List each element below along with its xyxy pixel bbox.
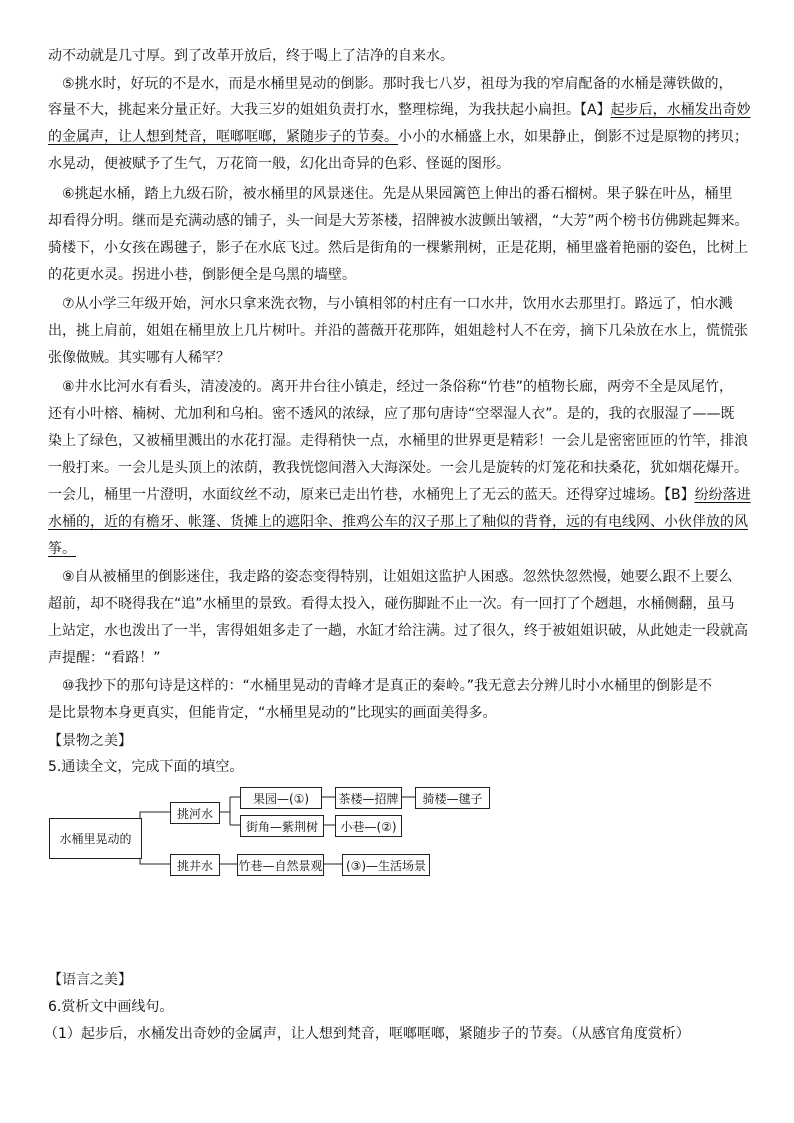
paragraph-line: 张像做贼。其实哪有人稀罕？ bbox=[48, 350, 230, 366]
diagram-node-teahouse: 茶楼—招牌 bbox=[335, 787, 402, 809]
text-segment: 容量不大，挑起来分量正好。大我三岁的姐姐负责打水，整理棕绳，为我扶起小扁担。【A】 bbox=[48, 102, 611, 118]
paragraph-line: ⑧井水比河水有看头，清凌凌的。离开井台往小镇走，经过一条俗称“竹巷”的植物长廊，两旁不全是凤尾竹， bbox=[62, 379, 734, 395]
question-6-1: （1）起步后，水桶发出奇妙的金属声，让人想到梵音，哐啷哐啷，紧随步子的节奏。（从感官角度赏析） bbox=[44, 1026, 690, 1042]
paragraph-line: ⑤挑水时，好玩的不是水，而是水桶里晃动的倒影。那时我七八岁，祖母为我的窄肩配备的水桶是薄铁做的， bbox=[62, 76, 733, 92]
paragraph-line: ⑦从小学三年级开始，河水只拿来洗衣物，与小镇相邻的村庄有一口水井，饮用水去那里打。路远了，怕水溅 bbox=[62, 296, 733, 312]
paragraph-line: 染上了绿色，又被桶里溅出的水花打湿。走得稍快一点，水桶里的世界更是精彩！一会儿是密密匝匝的竹竿，排浪 bbox=[48, 433, 748, 449]
paragraph-line: 声提醒：“看路！” bbox=[48, 650, 161, 666]
paragraph-line: 上站定，水也泼出了一半，害得姐姐多走了一趟，水缸才给注满。过了很久，终于被姐姐识破，从此她走一段就高 bbox=[48, 623, 748, 639]
paragraph-line: 一般打来。一会儿是头顶上的浓荫，教我恍惚间潜入大海深处。一会儿是旋转的灯笼花和扶桑花，犹如烟花爆开。 bbox=[48, 460, 748, 476]
diagram-node-blank-3: (③)—生活场景 bbox=[342, 854, 430, 876]
underlined-sentence-a-cont: 的金属声，让人想到梵音，哐啷哐啷，紧随步子的节奏。 bbox=[48, 129, 398, 145]
question-6: 6.赏析文中画线句。 bbox=[48, 999, 174, 1015]
text-segment: 一会儿，桶里一片澄明，水面纹丝不动，原来已走出竹巷，水桶兜上了无云的蓝天。还得穿过墟场。【B】 bbox=[48, 487, 695, 503]
paragraph-line: ⑨自从被桶里的倒影迷住，我走路的姿态变得特别，让姐姐这监护人困惑。忽然快忽然慢，她要么跟不上要么 bbox=[62, 569, 733, 585]
text-segment: 小小的水桶盛上水，如果静止，倒影不过是原物的拷贝； bbox=[398, 129, 748, 145]
underlined-sentence-a: 起步后，水桶发出奇妙 bbox=[610, 102, 751, 118]
paragraph-line: 骑楼下，小女孩在踢毽子，影子在水底飞过。然后是街角的一棵紫荆树，正是花期，桶里盛着艳丽的姿色，比树上 bbox=[48, 240, 748, 256]
paragraph-line: 超前，却不晓得我在“追”水桶里的景致。看得太投入，碰伤脚趾不止一次。有一回打了个趔趄，水桶侧翻，虽马 bbox=[48, 596, 735, 612]
diagram-node-alley: 小巷—(②) bbox=[335, 815, 402, 837]
diagram-node-corner: 街角—紫荆树 bbox=[240, 815, 324, 837]
diagram-branch-well: 挑井水 bbox=[170, 854, 220, 876]
paragraph-line: 是比景物本身更真实，但能肯定，“水桶里晃动的”比现实的画面美得多。 bbox=[48, 705, 497, 721]
diagram-branch-river: 挑河水 bbox=[170, 802, 220, 824]
paragraph-line: 动不动就是几寸厚。到了改革开放后，终于喝上了洁净的自来水。 bbox=[48, 48, 454, 64]
underlined-sentence-b: 纷纷落进 bbox=[694, 487, 751, 503]
underlined-sentence-b-end: 筝。 bbox=[48, 541, 76, 557]
paragraph-line: 却看得分明。继而是充满动感的铺子，头一间是大芳茶楼，招牌被水波颤出皱褶，“大芳”两个榜书仿佛跳起舞来。 bbox=[48, 213, 749, 229]
paragraph-line: ⑩我抄下的那句诗是这样的：“水桶里晃动的青峰才是真正的秦岭。”我无意去分辨儿时小水桶里的倒影是不 bbox=[62, 678, 713, 694]
diagram-node-bamboo-lane: 竹巷—自然景观 bbox=[237, 854, 324, 876]
section-heading-language: 【语言之美】 bbox=[48, 972, 132, 988]
paragraph-line: 水晃动，便被赋予了生气，万花筒一般，幻化出奇异的色彩、怪诞的图形。 bbox=[48, 156, 510, 172]
paragraph-line: 出，挑上肩前，姐姐在桶里放上几片树叶。并沿的蔷薇开花那阵，姐姐趁村人不在旁，摘下几朵放在水上，慌慌张 bbox=[48, 323, 748, 339]
diagram-node-arcade: 骑楼—毽子 bbox=[415, 787, 490, 809]
diagram-root: 水桶里晃动的 bbox=[49, 818, 142, 859]
section-heading-scenery: 【景物之美】 bbox=[48, 733, 132, 749]
paragraph-line: 还有小叶榕、楠树、尤加利和乌桕。密不透风的浓绿，应了那句唐诗“空翠湿人衣”。是的，我的衣服湿了——既 bbox=[48, 406, 735, 422]
question-5: 5.通读全文，完成下面的填空。 bbox=[48, 759, 244, 775]
paragraph-line: ⑥挑起水桶，踏上九级石阶，被水桶里的风景迷住。先是从果园篱笆上伸出的番石榴树。果子躲在叶丛，桶里 bbox=[62, 186, 733, 202]
paragraph-line: 的花更水灵。拐进小巷，倒影便全是乌黑的墙壁。 bbox=[48, 267, 356, 283]
diagram-node-orchard: 果园—(①) bbox=[240, 787, 322, 809]
underlined-sentence-b-cont: 水桶的，近的有檐牙、帐篷、货摊上的遮阳伞、推鸡公车的汉子那上了釉似的背脊，远的有电线网、小伙伴放的风 bbox=[48, 514, 748, 530]
